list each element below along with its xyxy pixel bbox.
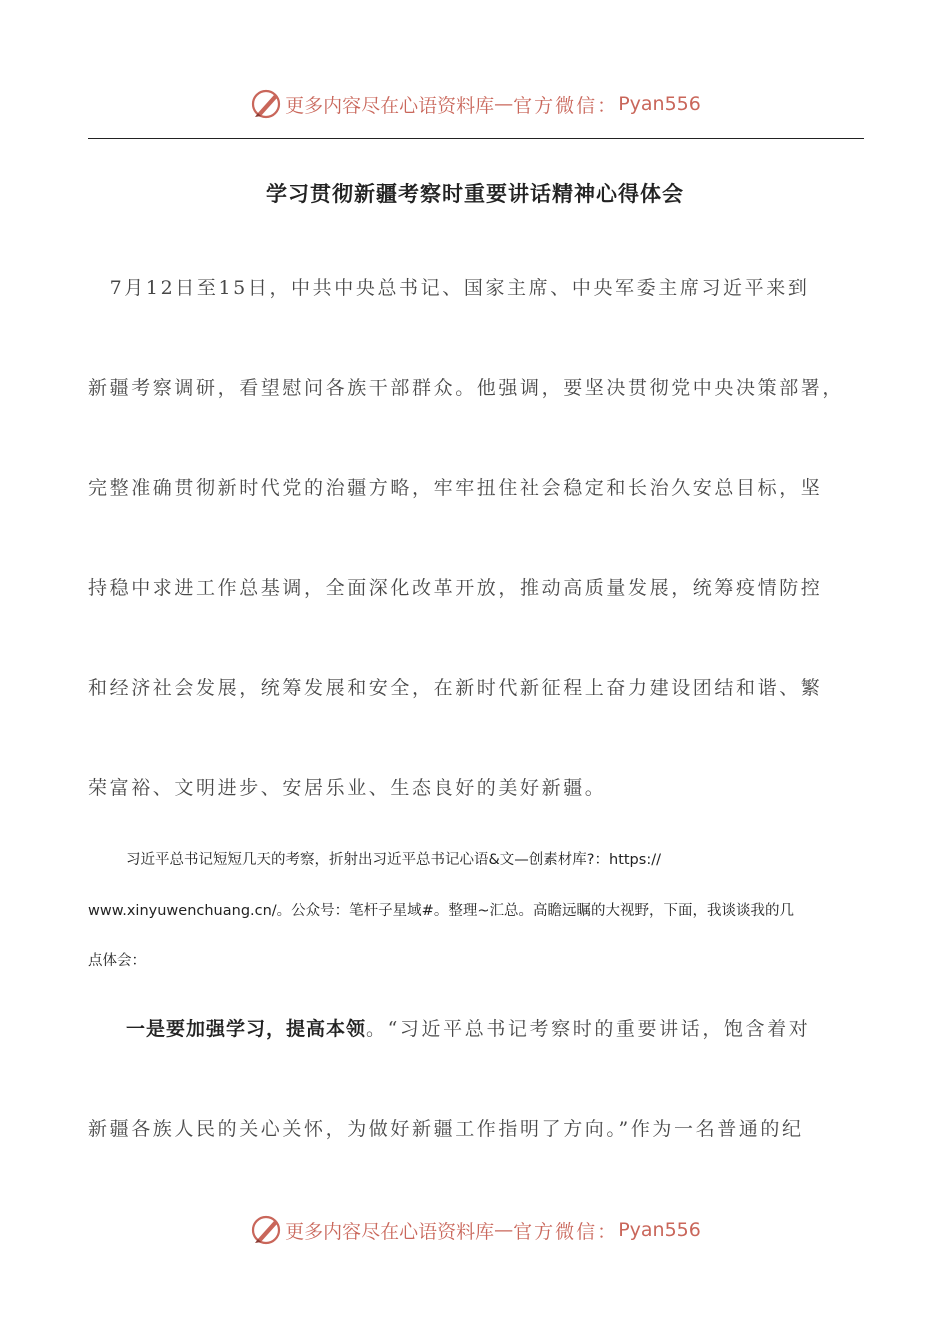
header-banner [0,84,950,124]
para1-line: 荣富裕、文明进步、安居乐业、生态良好的美好新疆。 [88,777,607,799]
footer-site-name: 更多内容尽在心语资料库 [285,1220,495,1243]
para2-line: 习近平总书记短短几天的考察，折射出习近平总书记心语&文—创素材库?：https:// [126,852,661,868]
para2-line: www.xinyuwenchuang.cn/。公众号：笔杆子星域#。整理~汇总。高瞻远瞩的大视野，下面，我谈谈我的几 [88,903,794,919]
para1-line: 持稳中求进工作总基调，全面深化改革开放，推动高质量发展，统筹疫情防控 [88,577,823,599]
header-dash: — [494,93,514,115]
header-site-name: 更多内容尽在心语资料库 [285,94,495,117]
para1-line: 和经济社会发展，统筹发展和安全，在新时代新征程上奋力建设团结和谐、繁 [88,677,823,699]
para1-line: 新疆考察调研，看望慰问各族干部群众。他强调，要坚决贯彻党中央决策部署， [88,377,845,399]
para3-bold-lead: 一是要加强学习，提高本领 [126,1018,367,1040]
footer-wechat-id: Pyan556 [618,1219,701,1241]
document-title: 学习贯彻新疆考察时重要讲话精神心得体会 [266,182,684,206]
para2-line: 点体会： [88,953,146,969]
para3-line1-rest: 。“习近平总书记考察时的重要讲话，饱含着对 [366,1018,811,1040]
footer-banner [0,1210,950,1250]
pen-logo-icon [249,87,283,121]
para1-line: 完整准确贯彻新时代党的治疆方略，牢牢扭住社会稳定和长治久安总目标，坚 [88,477,823,499]
header-divider [88,138,864,139]
header-wechat-label: 官方微信： [513,94,619,117]
para3-line-2: 新疆各族人民的关心关怀，为做好新疆工作指明了方向。”作为一名普通的纪 [88,1118,804,1140]
header-wechat-id: Pyan556 [618,93,701,115]
pen-logo-icon [249,1213,283,1247]
para1-line: 7月12日至15日，中共中央总书记、国家主席、中央军委主席习近平来到 [88,277,810,299]
footer-dash: — [494,1219,514,1241]
footer-wechat-label: 官方微信： [513,1220,619,1243]
para3-line-1 [126,1014,810,1041]
